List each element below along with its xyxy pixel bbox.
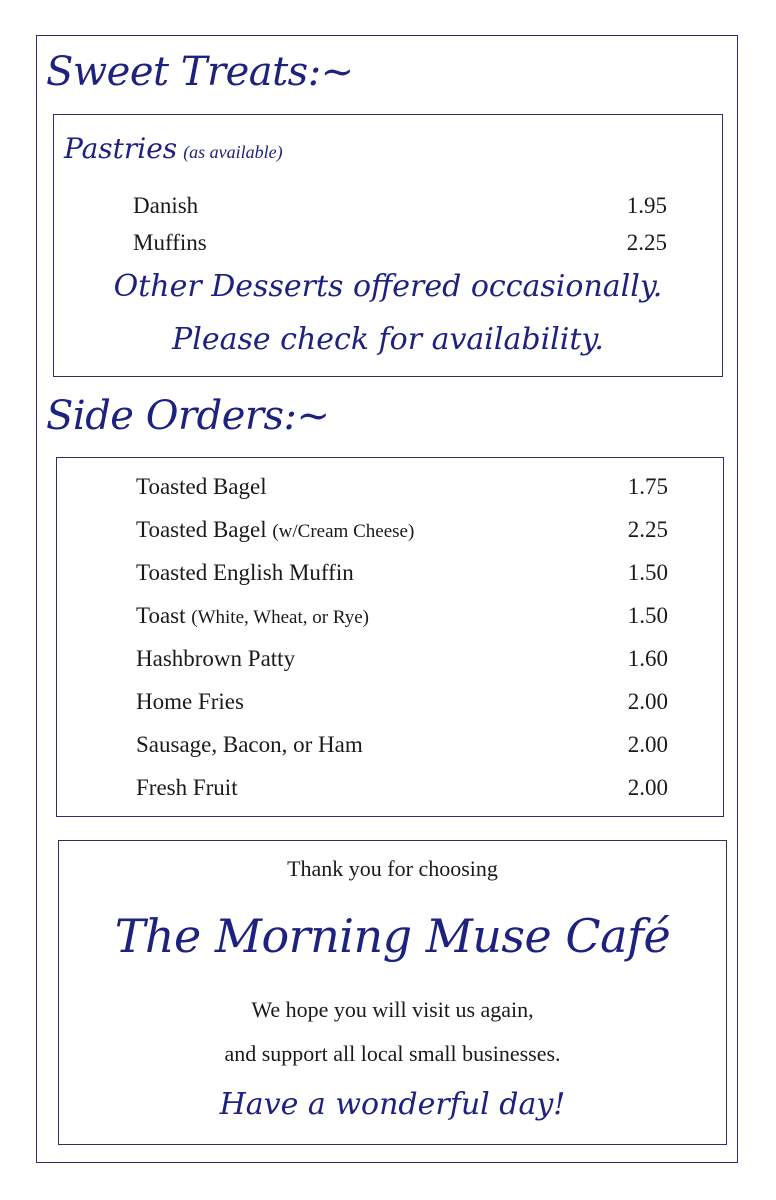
pastry-item-price: 2.25 bbox=[626, 230, 667, 255]
side-item bbox=[136, 518, 414, 541]
thanks-line: Thank you for choosing bbox=[287, 856, 498, 881]
side-item bbox=[136, 647, 295, 670]
side-item-name: Toast bbox=[136, 603, 186, 628]
side-item-price: 1.60 bbox=[627, 646, 668, 671]
side-item bbox=[136, 776, 238, 799]
side-item-name: Toasted Bagel bbox=[136, 474, 267, 499]
side-item bbox=[136, 604, 369, 627]
side-item-name: Toasted English Muffin bbox=[136, 560, 354, 585]
pastry-item-name: Danish bbox=[133, 193, 199, 218]
side-item bbox=[136, 561, 354, 584]
side-item-price: 2.00 bbox=[627, 775, 668, 800]
side-item bbox=[136, 475, 267, 498]
closing-box bbox=[58, 840, 727, 1145]
pastries-title-text: Pastries bbox=[64, 132, 178, 165]
side-item-name: Home Fries bbox=[136, 689, 244, 714]
pastries-title bbox=[64, 132, 283, 165]
side-item-name: Sausage, Bacon, or Ham bbox=[136, 732, 363, 757]
side-item-price: 1.50 bbox=[627, 560, 668, 585]
side-item-name: Hashbrown Patty bbox=[136, 646, 296, 671]
side-item-detail: (w/Cream Cheese) bbox=[272, 521, 415, 542]
side-orders-heading: Side Orders:~ bbox=[46, 393, 330, 439]
visit-again-line: We hope you will visit us again, bbox=[251, 997, 534, 1022]
side-item-price: 2.00 bbox=[627, 689, 668, 714]
side-item-name: Toasted Bagel bbox=[136, 517, 267, 542]
sweet-treats-heading: Sweet Treats:~ bbox=[46, 49, 354, 95]
side-orders-box bbox=[56, 457, 724, 817]
cafe-name: The Morning Muse Café bbox=[114, 909, 671, 963]
side-item-name: Fresh Fruit bbox=[136, 775, 238, 800]
side-item-price: 1.50 bbox=[627, 603, 668, 628]
side-item bbox=[136, 690, 244, 713]
side-item-price: 2.00 bbox=[627, 732, 668, 757]
pastry-item-name: Muffins bbox=[133, 230, 207, 255]
side-item-price: 2.25 bbox=[627, 517, 668, 542]
support-local-line: and support all local small businesses. bbox=[224, 1041, 561, 1066]
side-item-detail: (White, Wheat, or Rye) bbox=[191, 607, 369, 628]
pastry-item-price: 1.95 bbox=[626, 193, 667, 218]
side-item bbox=[136, 733, 363, 756]
side-item-price: 1.75 bbox=[627, 474, 668, 499]
farewell-line: Have a wonderful day! bbox=[219, 1087, 566, 1122]
pastries-box bbox=[53, 114, 723, 377]
desserts-notice-line1: Other Desserts offered occasionally. bbox=[113, 269, 663, 304]
desserts-notice-line2: Please check for availability. bbox=[172, 322, 604, 357]
pastries-note: (as available) bbox=[183, 142, 283, 162]
